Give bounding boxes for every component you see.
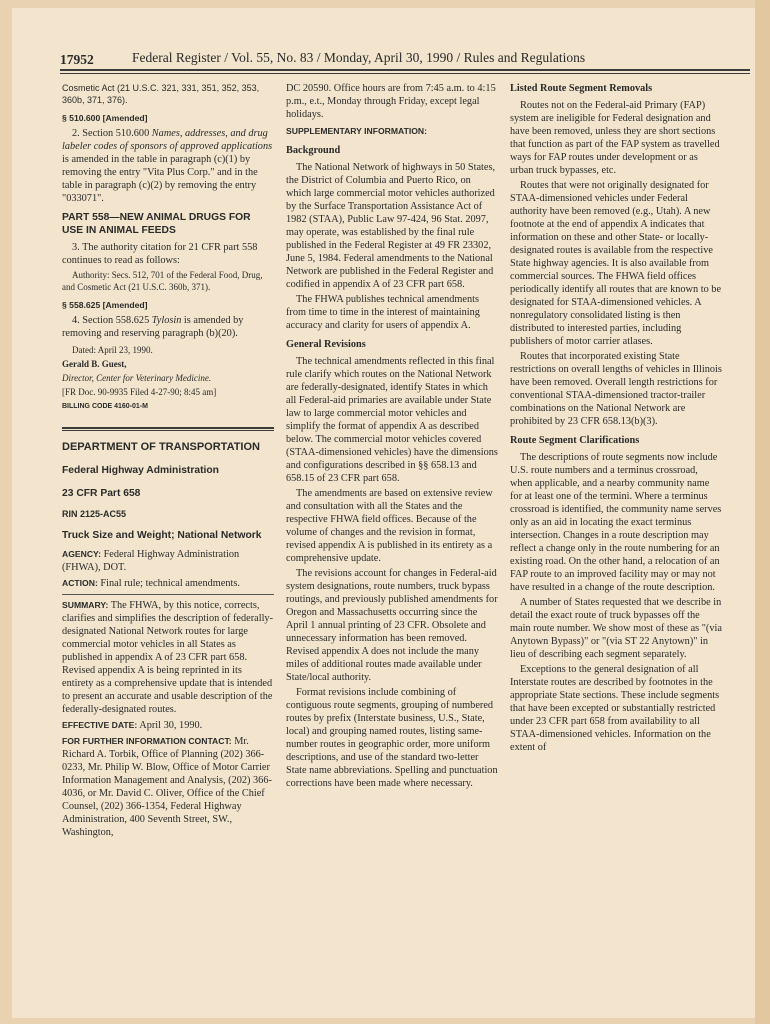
section-heading-general-revisions: General Revisions — [286, 339, 366, 350]
section-heading-background: Background — [286, 145, 341, 156]
agency-line: AGENCY: Federal Highway Administration (FHWA), DOT. — [62, 549, 240, 573]
billing-code: BILLING CODE 4160-01-M — [62, 403, 148, 410]
body-paragraph: The revisions account for changes in Federal-aid system designations, route numbers, truck bypass routings, and previously published amendments for Oregon and Massachusetts occurring since the April 1 annual printing of 23 CFR. Obsolete and unnecessary information has been removed. Revised appendix A does not include the many miles of additional routes made available under State/local authority. — [286, 568, 498, 683]
body-paragraph: The technical amendments reflected in this final rule clarify which routes on the National Network are federally-designated, identify States in which all Federal-aid primaries are available under State law to large commercial motor vehicles and simplify the format of appendix A as described below. The commercial motor vehicles covered (STAA-dimensioned vehicles) have the dimensions and configurations described in §§ 658.13 and 658.15 of 23 CFR part 658. — [286, 356, 498, 484]
authority-text: Authority: Secs. 512, 701 of the Federal Food, Drug, and Cosmetic Act (21 U.S.C. 360b, 371). — [62, 270, 263, 292]
page-edge — [755, 0, 770, 1024]
dated-line: Dated: April 23, 1990. — [72, 345, 153, 355]
signer-title: Director, Center for Veterinary Medicine. — [62, 373, 212, 383]
agency-heading: Federal Highway Administration — [62, 465, 219, 476]
department-heading: DEPARTMENT OF TRANSPORTATION — [62, 441, 260, 453]
divider — [62, 427, 274, 429]
body-paragraph: The amendments are based on extensive review and consultation with all the States and the respective FHWA field offices. Because of the volume of changes and the revision in format, revised appendix A is published in its entirety as a comprehensive update. — [286, 488, 493, 564]
page-header — [60, 50, 750, 70]
amendment-paragraph: 2. Section 510.600 Names, addresses, and drug labeler codes of sponsors of approved applications is amended in the table in paragraph (c)(1) by removing the entry "Vita Plus Corp." and in the table in paragraph (c)(2) by removing the entry "033071". — [62, 128, 273, 204]
amendment-paragraph: 4. Section 558.625 Tylosin is amended by removing and reserving paragraph (b)(20). — [62, 315, 244, 339]
part-heading: PART 558—NEW ANIMAL DRUGS FOR USE IN ANIMAL FEEDS — [62, 212, 251, 236]
section-heading-removals: Listed Route Segment Removals — [510, 83, 653, 94]
subject-heading: Truck Size and Weight; National Network — [62, 530, 262, 541]
effective-date-line: EFFECTIVE DATE: April 30, 1990. — [62, 720, 203, 731]
body-paragraph: Routes that were not originally designated for STAA-dimensioned vehicles under Federal authority have been removed (e.g., Utah). A new footnote at the end of appendix A indicates that information on these and other State- or locally-designated routes is available from the respective State highway agencies. It is also available from commercial sources. The FHWA field offices periodically identify all routes that are known to be designated for STAA-dimensioned vehicles. A nonregulatory consolidated listing is then distributed to interested parties, including publishers of motor carrier atlases. — [510, 180, 722, 347]
fr-doc-line: [FR Doc. 90-9935 Filed 4-27-90; 8:45 am] — [62, 387, 217, 397]
section-heading-clarifications: Route Segment Clarifications — [510, 435, 640, 446]
rin-line: RIN 2125-AC55 — [62, 509, 127, 519]
body-paragraph: Format revisions include combining of contiguous route segments, grouping of numbered routes by prefix (Interstate business, U.S., State, local) and grouping named routes, listing same-number routes in geographic order, more uniform descriptions, and use of the standard two-letter State name abbreviations. Spelling and punctuation corrections have been made where necessary. — [286, 687, 498, 789]
body-paragraph: Exceptions to the general designation of all Interstate routes are described by footnotes in the appropriate State sections. These include segments that have been excepted or substantially restricted under 23 CFR part 658 from availability to all STAA-dimensioned vehicles. Information on the extent of — [510, 664, 720, 753]
body-paragraph: The FHWA publishes technical amendments from time to time in the interest of maintaining accuracy and clarity for users of appendix A. — [286, 294, 480, 331]
office-hours-paragraph: DC 20590. Office hours are from 7:45 a.m. to 4:15 p.m., e.t., Monday through Friday, except legal holidays. — [286, 83, 496, 120]
authority-intro: 3. The authority citation for 21 CFR part 558 continues to read as follows: — [62, 242, 258, 266]
supplementary-label: SUPPLEMENTARY INFORMATION: — [286, 126, 427, 136]
divider — [62, 430, 274, 431]
body-paragraph: Routes not on the Federal-aid Primary (FAP) system are ineligible for Federal designation and have been removed, unless they are short sections that function as part of the FAP system as travelled ways for FAP routes under development or as urban truck bypasses, etc. — [510, 100, 720, 176]
body-paragraph: The National Network of highways in 50 States, the District of Columbia and Puerto Rico, on which large commercial motor vehicles authorized by the Surface Transportation Assistance Act of 1982 (STAA), Public Law 97-424, 96 Stat. 2097, may operate, was established by the final rule published in the Federal Register at 49 FR 23302, June 5, 1984. Federal amendments to the National Network are published in the Federal Register and codified in appendix A of 23 CFR part 658. — [286, 162, 496, 290]
section-heading: § 558.625 [Amended] — [62, 300, 148, 310]
citation-text: Cosmetic Act (21 U.S.C. 321, 331, 351, 352, 353, 360b, 371, 376). — [62, 83, 260, 105]
divider — [62, 594, 274, 595]
section-heading: § 510.600 [Amended] — [62, 113, 148, 123]
header-rule-thin — [60, 73, 750, 74]
body-paragraph: Routes that incorporated existing State restrictions on overall lengths of vehicles in Illinois have been removed. Overall length restrictions for conventional STAA-dimensioned tractor-trailer combinations on the National Network are prohibited by 23 CFR 658.13(b)(3). — [510, 351, 722, 427]
column-2 — [286, 82, 498, 792]
running-title: Federal Register / Vol. 55, No. 83 / Monday, April 30, 1990 / Rules and Regulations — [132, 50, 586, 65]
body-paragraph: The descriptions of route segments now include U.S. route numbers and a terminus crossroad, when applicable, and a nearby community name for at least one of the termini. Where a terminus crossroad is identified, the community name serves only as an aid in locating the exact terminus intersection. Changes in a route description may reflect a change only in the route numbering for an existing road. On the other hand, a relocation of an FAP route to an improved facility may or may not have resulted in a change of the route description. — [510, 452, 722, 593]
column-1 — [62, 82, 274, 841]
signer-name: Gerald B. Guest, — [62, 359, 127, 369]
header-rule-thick — [60, 69, 750, 71]
action-line: ACTION: Final rule; technical amendments. — [62, 578, 240, 589]
column-3 — [510, 82, 722, 756]
page-number: 17952 — [60, 52, 94, 67]
contact-paragraph: FOR FURTHER INFORMATION CONTACT: Mr. Richard A. Torbik, Office of Planning (202) 366-0233, Mr. Philip W. Blow, Office of Motor Carrier Information Management and Analysis, (202) 366-4036, or Mr. David C. Oliver, Office of the Chief Counsel, (202) 366-1354, Federal Highway Administration, 400 Seventh Street, SW., Washington, — [62, 736, 272, 838]
body-paragraph: A number of States requested that we describe in detail the exact route of truck bypasses off the main route number. We show most of these as "(via Anytown Bypass)" or "(via ST 22 Anytown)" in lieu of describing each segment separately. — [510, 597, 722, 660]
summary-paragraph: SUMMARY: The FHWA, by this notice, corrects, clarifies and simplifies the description of federally-designated National Network routes for large commercial motor vehicles in all States as published in appendix A of 23 CFR part 658. Revised appendix A is being reprinted in its entirety as a comprehensive update that is intended to present an accurate and usable description of the federally-designated routes. — [62, 600, 274, 715]
cfr-heading: 23 CFR Part 658 — [62, 488, 141, 499]
